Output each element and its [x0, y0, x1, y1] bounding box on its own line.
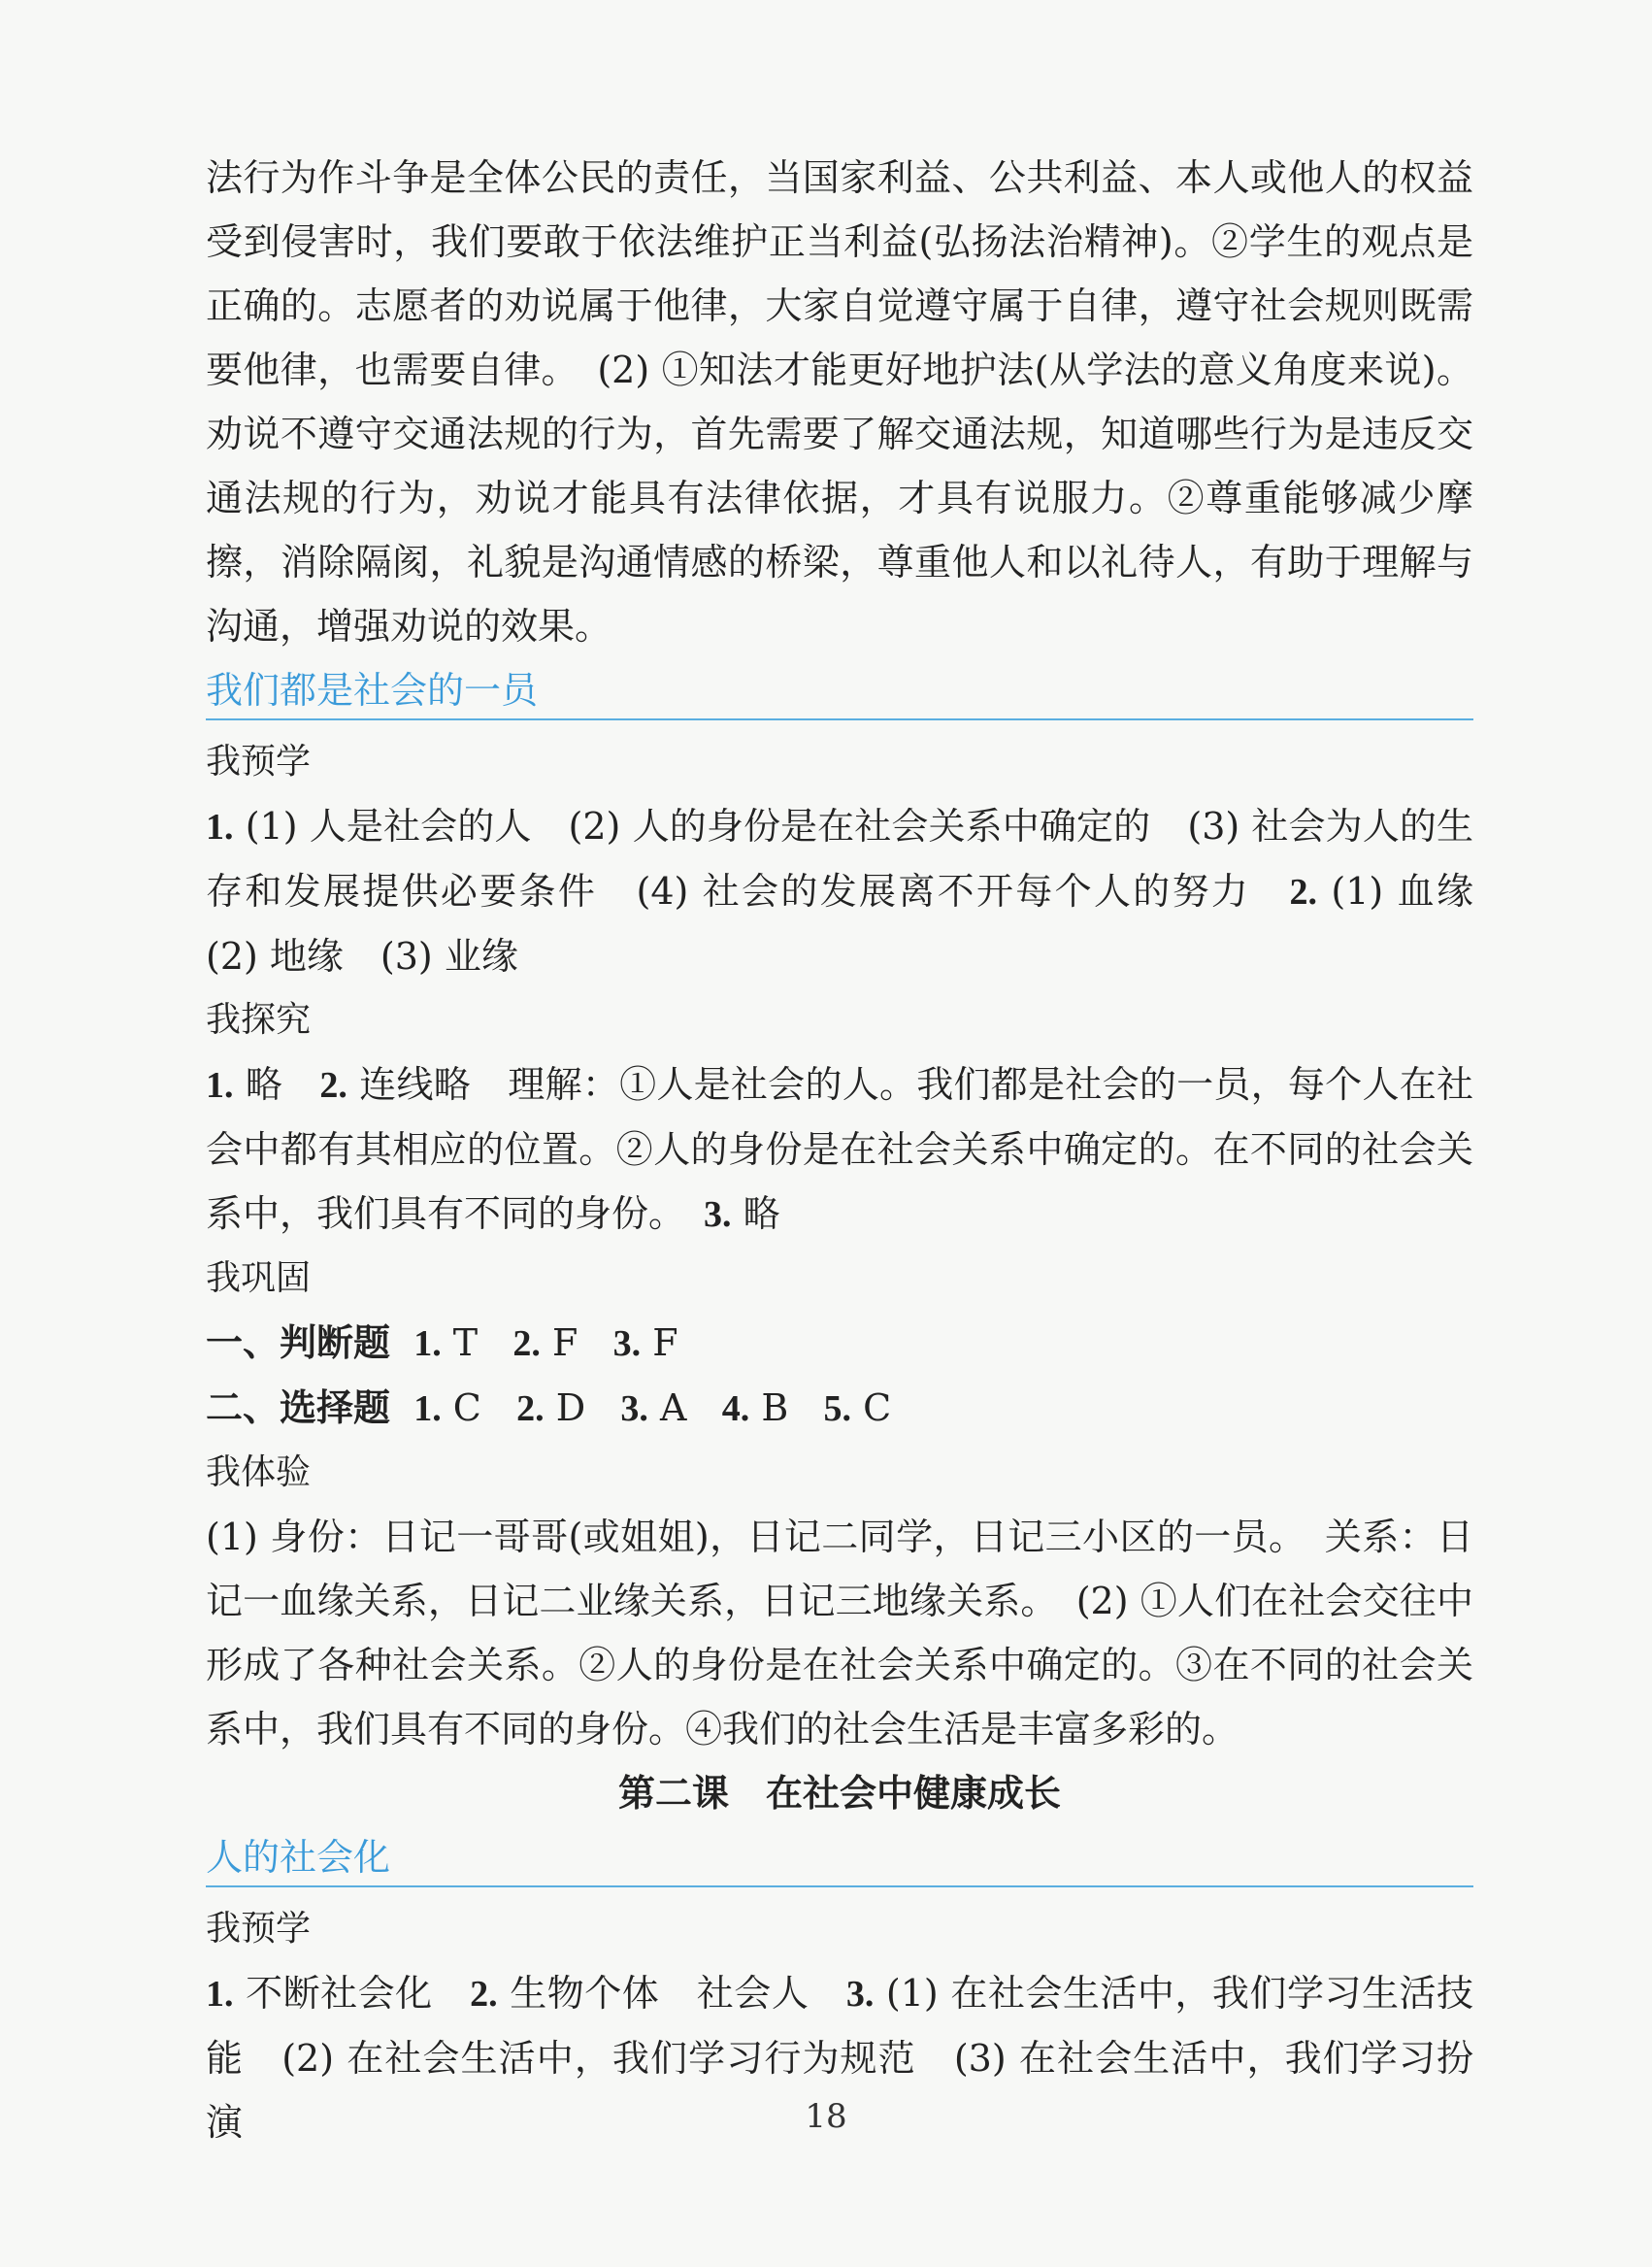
- item-number: 2.: [470, 1974, 498, 2015]
- preview-answers: [206, 794, 1510, 988]
- item-number: 3.: [704, 1194, 732, 1235]
- judge-row: [206, 1311, 1473, 1376]
- item-number: 1.: [413, 1323, 442, 1364]
- choice-label: 二、选择题: [206, 1388, 391, 1429]
- page-number: 18: [805, 2097, 847, 2136]
- experience-label: 我体验: [206, 1452, 312, 1492]
- explore-label: 我探究: [206, 1000, 312, 1040]
- answer: B: [761, 1386, 789, 1429]
- answer-text: 略: [233, 1063, 320, 1106]
- answer-text: (1) 血缘 (2) 地缘 (3) 业缘: [206, 870, 1510, 978]
- answer-text: 生物个体 社会人: [497, 1972, 846, 2015]
- item-number: 2.: [512, 1323, 541, 1364]
- item-number: 3.: [612, 1323, 642, 1364]
- item-number: 1.: [413, 1388, 442, 1429]
- answer: C: [452, 1386, 481, 1429]
- answer-text: (1) 在社会生活中，我们学习生活技能 (2) 在社会生活中，我们学习行为规范 (3) 在社会生活中，我们学习扮演: [206, 1972, 1473, 2144]
- item-number: 2.: [516, 1388, 545, 1429]
- choice-row: [206, 1376, 1473, 1441]
- answer: T: [452, 1321, 479, 1364]
- content: [206, 146, 1510, 2154]
- section-title-socialization: 人的社会化: [206, 1831, 1473, 1887]
- item-number: 2.: [319, 1065, 347, 1106]
- item-number: 4.: [721, 1388, 750, 1429]
- item-number: 1.: [206, 1974, 234, 2015]
- item-number: 3.: [845, 1974, 875, 2015]
- answer: F: [551, 1321, 578, 1364]
- item-number: 1.: [206, 807, 234, 848]
- answer-text: 不断社会化: [233, 1972, 471, 2015]
- answer: D: [555, 1386, 586, 1429]
- item-number: 1.: [206, 1065, 234, 1106]
- item-number: 3.: [620, 1388, 648, 1429]
- preview-label: 我预学: [206, 742, 312, 782]
- answer: C: [863, 1386, 892, 1429]
- item-number: 2.: [1289, 872, 1318, 913]
- preview-label: 我预学: [206, 1909, 312, 1949]
- answer-text: 连线略 理解：①人是社会的人。我们都是社会的一员，每个人在社会中都有其相应的位置。②人的身份是在社会关系中确定的。在不同的社会关系中，我们具有不同的身份。: [206, 1063, 1473, 1235]
- consolidate-label: 我巩固: [206, 1258, 312, 1298]
- answer: A: [660, 1386, 687, 1429]
- judge-label: 一、判断题: [206, 1323, 391, 1364]
- explore-answers: [206, 1052, 1473, 1247]
- experience-answers: (1) 身份：日记一哥哥(或姐姐)，日记二同学，日记三小区的一员。 关系：日记一血缘关系，日记二业缘关系，日记三地缘关系。 (2) ①人们在社会交往中形成了各种社会关系。②人的身份是在社会关系中确定的。③在不同的社会关系中，我们具有不同的身份。④我们的社会生活是丰富多彩的。: [206, 1516, 1473, 1750]
- answer: F: [652, 1321, 678, 1364]
- lesson-title: 第二课 在社会中健康成长: [617, 1772, 1061, 1815]
- answer-text: 略: [731, 1192, 780, 1235]
- intro-paragraph: 法行为作斗争是全体公民的责任，当国家利益、公共利益、本人或他人的权益受到侵害时，我们要敢于依法维护正当利益(弘扬法治精神)。②学生的观点是正确的。志愿者的劝说属于他律，大家自觉遵守属于自律，遵守社会规则既需要他律，也需要自律。 (2) ①知法才能更好地护法(从学法的意义角度来说)。劝说不遵守交通法规的行为，首先需要了解交通法规，知道哪些行为是违反交通法规的行为，劝说才能具有法律依据，才具有说服力。②尊重能够减少摩擦，消除隔阂，礼貌是沟通情感的桥梁，尊重他人和以礼待人，有助于理解与沟通，增强劝说的效果。: [206, 156, 1473, 648]
- item-number: 5.: [823, 1388, 851, 1429]
- section-title-member: 我们都是社会的一员: [206, 664, 1473, 720]
- answer-text: (1) 人是社会的人 (2) 人的身份是在社会关系中确定的 (3) 社会为人的生存和发展提供必要条件 (4) 社会的发展离不开每个人的努力: [206, 805, 1473, 913]
